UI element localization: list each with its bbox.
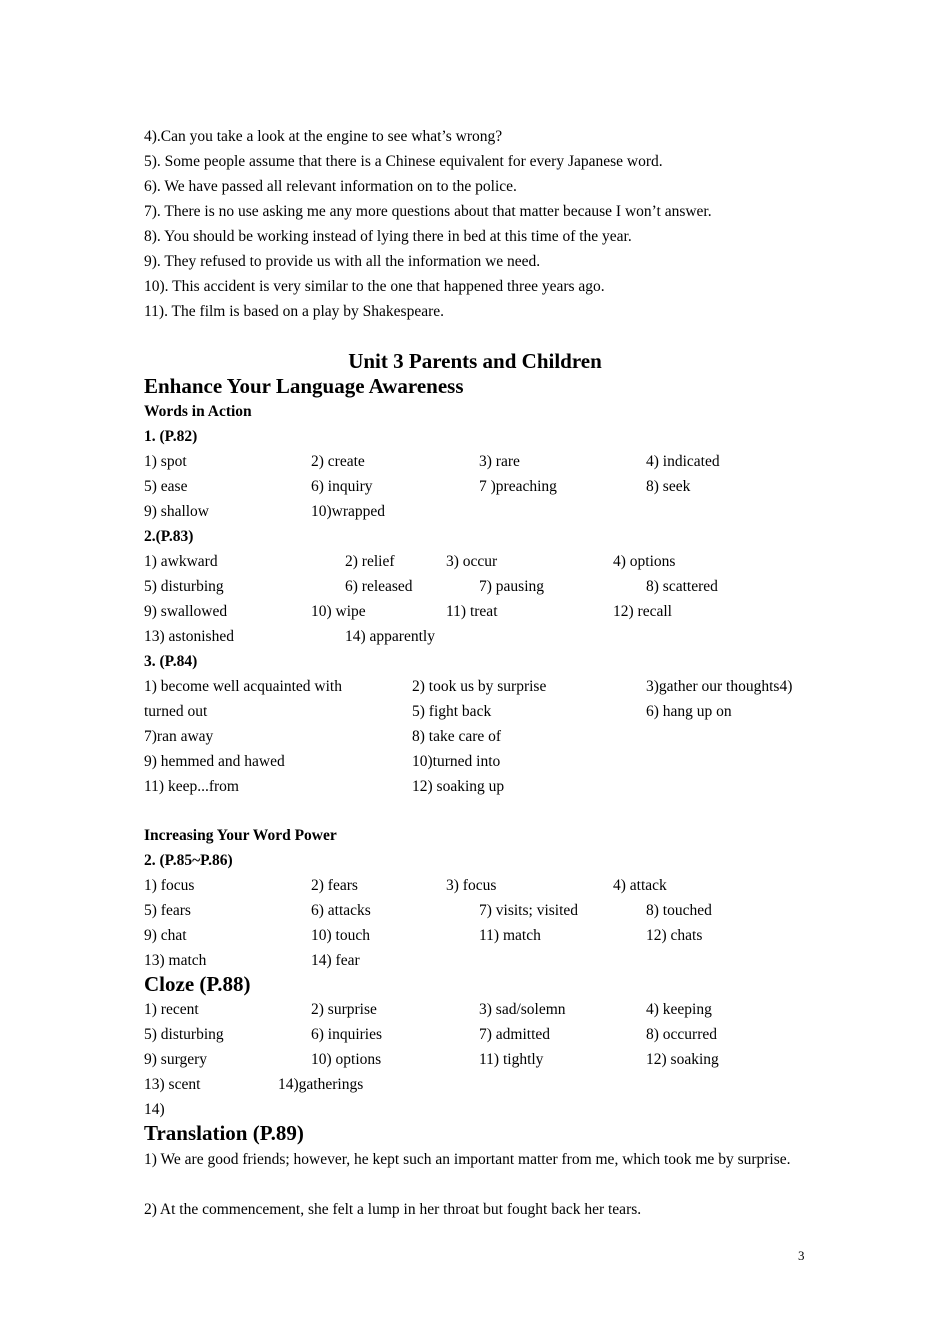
exercise-3-label: 3. (P.84) <box>144 653 198 670</box>
answer-cell: 9) hemmed and hawed <box>144 753 285 770</box>
answer-cell: 6) hang up on <box>646 703 732 720</box>
answer-cell: 4) attack <box>613 877 667 894</box>
sentence-4: 4).Can you take a look at the engine to see what’s wrong? <box>144 128 503 145</box>
answer-cell: 3) focus <box>446 877 497 894</box>
sentence-10: 10). This accident is very similar to the one that happened three years ago. <box>144 278 605 295</box>
answer-cell: 14) apparently <box>345 628 435 645</box>
exercise-1-label: 1. (P.82) <box>144 428 198 445</box>
answer-cell: 5) fight back <box>412 703 492 720</box>
answer-cell: 6) released <box>345 578 413 595</box>
sentence-11: 11). The film is based on a play by Shakespeare. <box>144 303 445 320</box>
answer-cell: 8) seek <box>646 478 691 495</box>
answer-cell: 3) sad/solemn <box>479 1001 566 1018</box>
answer-cell: 7)ran away <box>144 728 214 745</box>
answer-cell: 13) match <box>144 952 207 969</box>
words-in-action-heading: Words in Action <box>144 403 252 420</box>
answer-cell: 11) tightly <box>479 1051 544 1068</box>
answer-cell: 12) chats <box>646 927 703 944</box>
answer-cell: 8) take care of <box>412 728 502 745</box>
answer-cell: 5) disturbing <box>144 578 224 595</box>
answer-cell: 8) scattered <box>646 578 718 595</box>
answer-cell: 5) fears <box>144 902 191 919</box>
answer-cell: 7 )preaching <box>479 478 557 495</box>
answer-cell: 9) swallowed <box>144 603 228 620</box>
answer-cell: 8) touched <box>646 902 712 919</box>
sentence-9: 9). They refused to provide us with all the information we need. <box>144 253 541 270</box>
answer-cell: 4) options <box>613 553 676 570</box>
answer-cell: 10) options <box>311 1051 382 1068</box>
translation-heading: Translation (P.89) <box>144 1121 304 1145</box>
answer-cell: 11) treat <box>446 603 498 620</box>
answer-cell: 7) admitted <box>479 1026 551 1043</box>
sentence-5: 5). Some people assume that there is a Chinese equivalent for every Japanese word. <box>144 153 663 170</box>
answer-cell: 10) wipe <box>311 603 366 620</box>
word-power-label: 2. (P.85~P.86) <box>144 852 233 869</box>
page-number: 3 <box>798 1248 805 1263</box>
unit-title: Unit 3 Parents and Children <box>348 349 602 373</box>
answer-cell: 1) recent <box>144 1001 199 1018</box>
answer-cell: 3) occur <box>446 553 498 570</box>
answer-cell: 1) become well acquainted with <box>144 678 342 695</box>
answer-cell: 2) surprise <box>311 1001 377 1018</box>
answer-cell: 8) occurred <box>646 1026 717 1043</box>
exercise-2-label: 2.(P.83) <box>144 528 194 545</box>
answer-cell: 11) keep...from <box>144 778 239 795</box>
answer-cell: 4) keeping <box>646 1001 712 1018</box>
translation-item-1: 1) We are good friends; however, he kept such an important matter from me, which took me by surprise. <box>144 1151 791 1168</box>
sentence-6: 6). We have passed all relevant information on to the police. <box>144 178 517 195</box>
answer-cell: 5) disturbing <box>144 1026 224 1043</box>
answer-cell: 2) took us by surprise <box>412 678 547 695</box>
cloze-heading: Cloze (P.88) <box>144 972 251 996</box>
answer-cell: 14) <box>144 1101 165 1118</box>
answer-cell: 6) inquiries <box>311 1026 383 1043</box>
answer-cell: 12) soaking <box>646 1051 719 1068</box>
answer-cell: 10) touch <box>311 927 370 944</box>
translation-item-2: 2) At the commencement, she felt a lump in her throat but fought back her tears. <box>144 1201 642 1218</box>
answer-cell: 14)gatherings <box>278 1076 364 1093</box>
section-heading-enhance: Enhance Your Language Awareness <box>144 374 464 398</box>
answer-cell: 6) inquiry <box>311 478 373 495</box>
answer-cell: 1) spot <box>144 453 187 470</box>
answer-cell: 7) visits; visited <box>479 902 579 919</box>
answer-cell: 9) shallow <box>144 503 210 520</box>
answer-cell: 12) soaking up <box>412 778 505 795</box>
answer-cell: 6) attacks <box>311 902 371 919</box>
answer-cell: 2) relief <box>345 553 395 570</box>
answer-cell: 7) pausing <box>479 578 545 595</box>
word-power-heading: Increasing Your Word Power <box>144 827 337 844</box>
answer-cell: 11) match <box>479 927 541 944</box>
answer-cell: 9) chat <box>144 927 187 944</box>
answer-cell: 3) rare <box>479 453 520 470</box>
answer-cell: 13) scent <box>144 1076 201 1093</box>
answer-cell: 1) focus <box>144 877 195 894</box>
sentence-7: 7). There is no use asking me any more questions about that matter because I won’t answer. <box>144 203 712 220</box>
answer-cell: 10)turned into <box>412 753 501 770</box>
answer-cell: 5) ease <box>144 478 188 495</box>
answer-cell: 12) recall <box>613 603 672 620</box>
sentence-8: 8). You should be working instead of lying there in bed at this time of the year. <box>144 228 632 245</box>
answer-cell: 10)wrapped <box>311 503 386 520</box>
answer-cell: 1) awkward <box>144 553 218 570</box>
answer-cell: 9) surgery <box>144 1051 207 1068</box>
answer-cell: 2) create <box>311 453 365 470</box>
answer-cell: 3)gather our thoughts4) <box>646 678 793 695</box>
answer-cell: 2) fears <box>311 877 358 894</box>
answer-cell: 13) astonished <box>144 628 234 645</box>
answer-cell: 4) indicated <box>646 453 720 470</box>
answer-cell: turned out <box>144 703 208 720</box>
answer-cell: 14) fear <box>311 952 360 969</box>
